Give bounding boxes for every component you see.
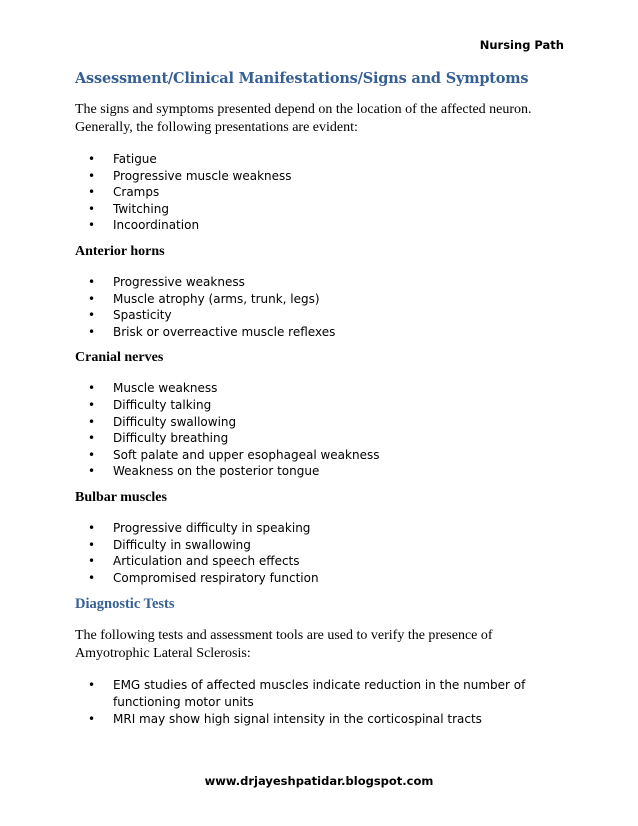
list-item: • Difficulty talking bbox=[88, 397, 565, 414]
list-item: • Difficulty breathing bbox=[88, 430, 565, 447]
subheading-bulbar-muscles: Bulbar muscles bbox=[75, 489, 167, 505]
list-item: • Weakness on the posterior tongue bbox=[88, 463, 565, 480]
diagnostic-intro: The following tests and assessment tools are used to verify the presence of Amyotrophic Lateral Sclerosis: bbox=[75, 628, 493, 662]
list-item: • Progressive difficulty in speaking bbox=[88, 520, 565, 537]
list-item: • EMG studies of affected muscles indicate reduction in the number of functioning motor units bbox=[88, 677, 565, 711]
list-item: • Soft palate and upper esophageal weakness bbox=[88, 447, 565, 464]
bulbar-list bbox=[75, 520, 565, 586]
subheading-cranial-nerves: Cranial nerves bbox=[75, 350, 164, 366]
list-item: • Difficulty in swallowing bbox=[88, 537, 565, 554]
list-item: • Fatigue bbox=[88, 151, 565, 168]
section-heading-diagnostic-tests: Diagnostic Tests bbox=[75, 596, 175, 613]
page-content bbox=[75, 70, 565, 738]
page-header: Nursing Path bbox=[479, 38, 564, 52]
list-item: • Progressive weakness bbox=[88, 274, 565, 291]
section-heading-assessment: Assessment/Clinical Manifestations/Signs and Symptoms bbox=[75, 70, 529, 87]
list-item: • Difficulty swallowing bbox=[88, 414, 565, 431]
anterior-list bbox=[75, 274, 565, 340]
list-item: • Muscle weakness bbox=[88, 380, 565, 397]
list-item: • MRI may show high signal intensity in the corticospinal tracts bbox=[88, 711, 565, 728]
list-item: • Twitching bbox=[88, 201, 565, 218]
assessment-list bbox=[75, 151, 565, 234]
diagnostic-list bbox=[75, 677, 565, 728]
subheading-anterior-horns: Anterior horns bbox=[75, 243, 165, 259]
page-footer-url: www.drjayeshpatidar.blogspot.com bbox=[204, 774, 434, 788]
list-item: • Brisk or overreactive muscle reflexes bbox=[88, 324, 565, 341]
cranial-list bbox=[75, 380, 565, 480]
list-item: • Progressive muscle weakness bbox=[88, 168, 565, 185]
list-item: • Cramps bbox=[88, 184, 565, 201]
list-item: • Compromised respiratory function bbox=[88, 570, 565, 587]
assessment-intro: The signs and symptoms presented depend on the location of the affected neuron. Generally, the following presentations are evident: bbox=[75, 102, 532, 135]
list-item: • Incoordination bbox=[88, 217, 565, 234]
list-item: • Muscle atrophy (arms, trunk, legs) bbox=[88, 291, 565, 308]
list-item: • Spasticity bbox=[88, 307, 565, 324]
list-item: • Articulation and speech effects bbox=[88, 553, 565, 570]
